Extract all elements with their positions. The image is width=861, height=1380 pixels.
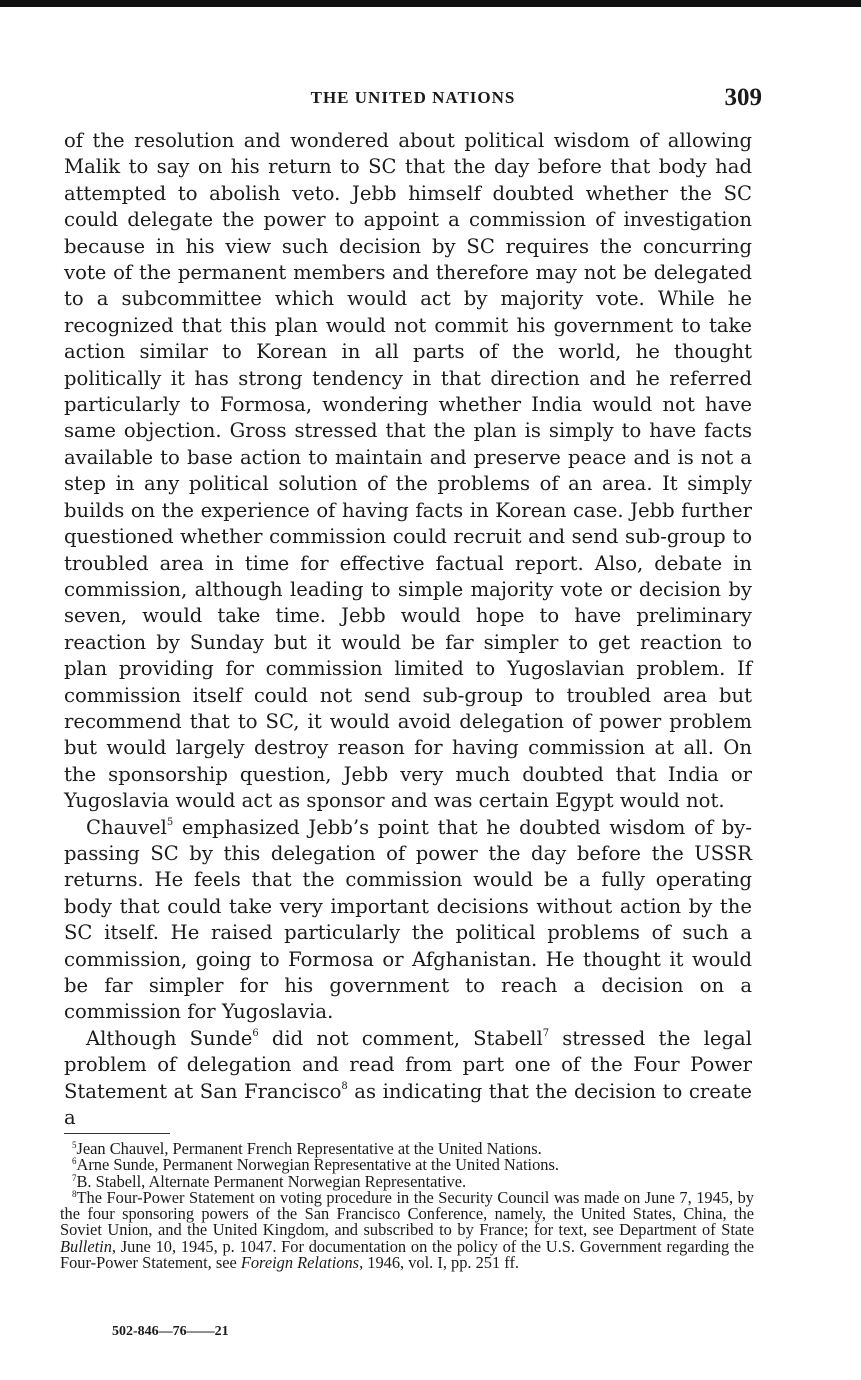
page-header <box>64 86 762 116</box>
page-number: 309 <box>724 84 762 111</box>
paragraph-1: of the resolution and wondered about political wisdom of allowing Malik to say on his return to SC that the day before that body had attempted to abolish veto. Jebb himself doubted whether the SC could delegate the power to appoint a commission of investigation because in his view such decision by SC requires the concurring vote of the permanent members and therefore may not be delegated to a subcommittee which would act by majority vote. While he recognized that this plan would not commit his government to take action similar to Korean in all parts of the world, he thought politically it has strong tendency in that direction and he referred particularly to Formosa, wondering whether India would not have same objection. Gross stressed that the plan is simply to have facts available to base action to maintain and preserve peace and is not a step in any political solution of the problems of an area. It simply builds on the experience of having facts in Korean case. Jebb further questioned whether commission could recruit and send sub-group to troubled area in time for effective factual report. Also, debate in commission, although leading to simple majority vote or decision by seven, would take time. Jebb would hope to have preliminary reaction by Sunday but it would be far simpler to get reaction to plan providing for commission limited to Yugoslavian problem. If commission itself could not send sub-group to troubled area but recommend that to SC, it would avoid delegation of power problem but would largely destroy reason for having commission at all. On the sponsorship question, Jebb very much doubted that India or Yugoslavia would act as sponsor and was certain Egypt would not. <box>64 129 752 813</box>
footnote-8-text-c: , 1946, vol. I, pp. 251 ff. <box>359 1253 520 1273</box>
footnote-7-number: 7 <box>72 1172 77 1183</box>
footnote-8-text-b: , June 10, 1945, p. 1047. For documentation on the policy of the U.S. Government regarding the Four-Power Statement, see <box>60 1236 754 1273</box>
chauvel-name: Chauvel <box>86 815 167 839</box>
footnote-7-text: B. Stabell, Alternate Permanent Norwegian Representative. <box>76 1171 467 1191</box>
paragraph-2 <box>64 815 752 1026</box>
footnote-8-bulletin: Bulletin <box>60 1236 112 1256</box>
footnote-8-foreign-relations: Foreign Relations <box>240 1253 360 1273</box>
footnote-ref-5: 5 <box>166 816 174 828</box>
paragraph-3-part-c: stressed the legal problem of delegation and read from part one of the Four Power Statement at San Francisco <box>64 1026 752 1103</box>
paragraph-3-part-b: did not comment, Stabell <box>258 1026 543 1050</box>
footnote-ref-8: 8 <box>341 1080 348 1092</box>
paragraph-3-part-d: as indicating that the decision to create a <box>64 1079 752 1130</box>
running-title: THE UNITED NATIONS <box>310 88 516 107</box>
footnote-6-number: 6 <box>72 1156 77 1167</box>
print-code: 502-846—76——21 <box>112 1324 229 1339</box>
main-text <box>64 128 752 1131</box>
footnote-ref-6: 6 <box>252 1027 259 1039</box>
footnote-6-text: Arne Sunde, Permanent Norwegian Representative at the United Nations. <box>76 1155 559 1175</box>
footnote-5-text: Jean Chauvel, Permanent French Representative at the United Nations. <box>76 1139 542 1158</box>
paragraph-3 <box>64 1026 752 1132</box>
footnote-ref-7: 7 <box>542 1027 550 1039</box>
footnotes <box>60 1141 754 1271</box>
paragraph-2-text: emphasized Jebb’s point that he doubted wisdom of bypassing SC by this delegation of power the day before the USSR returns. He feels that the commission would be a fully operating body that could take very important decisions without action by the SC itself. He raised particularly the political problems of such a commission, going to Formosa or Afghanistan. He thought it would be far simpler for his government to reach a decision on a commission for Yugoslavia. <box>64 815 752 1024</box>
footnote-8 <box>60 1187 754 1273</box>
footnote-8-text-a: The Four-Power Statement on voting procedure in the Security Council was made on June 7, 1945, by the four sponsoring powers of the San Francisco Conference, namely, the United States, China, the Soviet Union, and the United Kingdom, and subscribed to by France; for text, see Department of State <box>60 1187 754 1240</box>
footnote-8-number: 8 <box>72 1188 77 1199</box>
top-border <box>0 0 861 7</box>
footnote-divider <box>64 1133 170 1134</box>
footnote-5-number: 5 <box>72 1140 77 1150</box>
paragraph-3-part-a: Although Sunde <box>86 1026 253 1050</box>
